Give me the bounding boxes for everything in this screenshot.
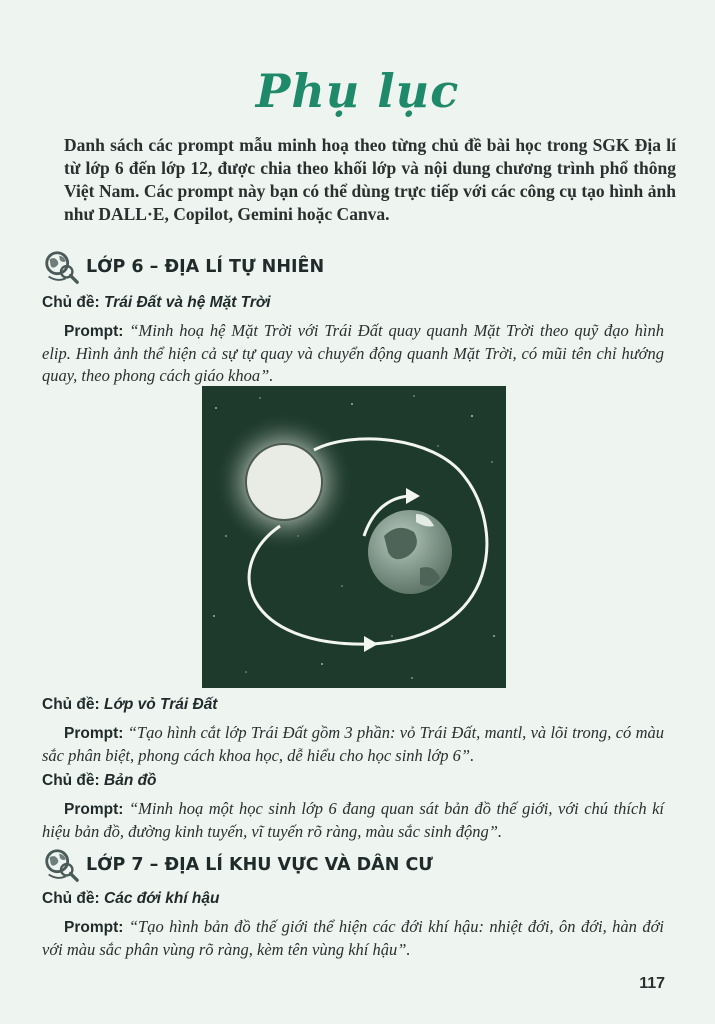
topic-name: Lớp vỏ Trái Đất xyxy=(104,696,218,713)
prompt-label: Prompt: xyxy=(64,801,124,818)
topic-line xyxy=(42,772,157,790)
page-number: 117 xyxy=(639,975,665,992)
prompt-text xyxy=(42,916,664,961)
section-heading-text: LỚP 7 – ĐỊA LÍ KHU VỰC VÀ DÂN CƯ xyxy=(86,855,433,875)
section-heading-grade-6 xyxy=(42,248,324,286)
prompt-label: Prompt: xyxy=(64,725,124,742)
intro-paragraph: Danh sách các prompt mẫu minh hoạ theo từng chủ đề bài học trong SGK Địa lí từ lớp 6 đến lớp 12, được chia theo khối lớp và nội dung chương trình phổ thông Việt Nam. Các prompt này bạn có thể dùng trực tiếp với các công cụ tạo hình ảnh như DALL·E, Copilot, Gemini hoặc Canva. xyxy=(64,135,676,224)
prompt-text xyxy=(42,722,664,767)
topic-line xyxy=(42,294,271,312)
prompt-body: “Minh hoạ một học sinh lớp 6 đang quan sát bản đồ thế giới, với chú thích kí hiệu bản đồ, đường kinh tuyến, vĩ tuyến rõ ràng, màu sắc sinh động”. xyxy=(42,799,664,841)
prompt-body: “Tạo hình cắt lớp Trái Đất gồm 3 phần: vỏ Trái Đất, mantl, và lõi trong, có màu sắc phân biệt, phong cách khoa học, dễ hiểu cho học sinh lớp 6”. xyxy=(42,723,664,765)
globe-magnifier-icon xyxy=(42,248,80,286)
prompt-text xyxy=(42,798,664,843)
topic-line xyxy=(42,696,217,714)
section-heading-text: LỚP 6 – ĐỊA LÍ TỰ NHIÊN xyxy=(86,257,325,277)
page-title: Phụ lục xyxy=(255,64,460,118)
sun xyxy=(246,444,322,520)
topic-label: Chủ đề: xyxy=(42,294,100,311)
prompt-body: “Minh hoạ hệ Mặt Trời với Trái Đất quay quanh Mặt Trời theo quỹ đạo hình elip. Hình ảnh thể hiện cả sự tự quay và chuyển động quanh Mặt Trời, có mũi tên chỉ hướng quay, theo phong cách giáo khoa”. xyxy=(42,321,665,385)
solar-system-illustration xyxy=(202,386,506,688)
section-heading-grade-7 xyxy=(42,846,433,884)
globe-magnifier-icon xyxy=(42,846,80,884)
topic-label: Chủ đề: xyxy=(42,696,100,713)
prompt-label: Prompt: xyxy=(64,919,124,936)
topic-label: Chủ đề: xyxy=(42,772,100,789)
topic-name: Trái Đất và hệ Mặt Trời xyxy=(104,294,271,311)
prompt-text xyxy=(42,320,664,387)
topic-name: Bản đồ xyxy=(104,772,157,789)
prompt-body: “Tạo hình bản đồ thế giới thể hiện các đới khí hậu: nhiệt đới, ôn đới, hàn đới với màu sắc phân vùng rõ ràng, kèm tên vùng khí hậu”. xyxy=(42,917,664,959)
topic-name: Các đới khí hậu xyxy=(104,890,220,907)
topic-label: Chủ đề: xyxy=(42,890,100,907)
topic-line xyxy=(42,890,220,908)
prompt-label: Prompt: xyxy=(64,323,124,340)
